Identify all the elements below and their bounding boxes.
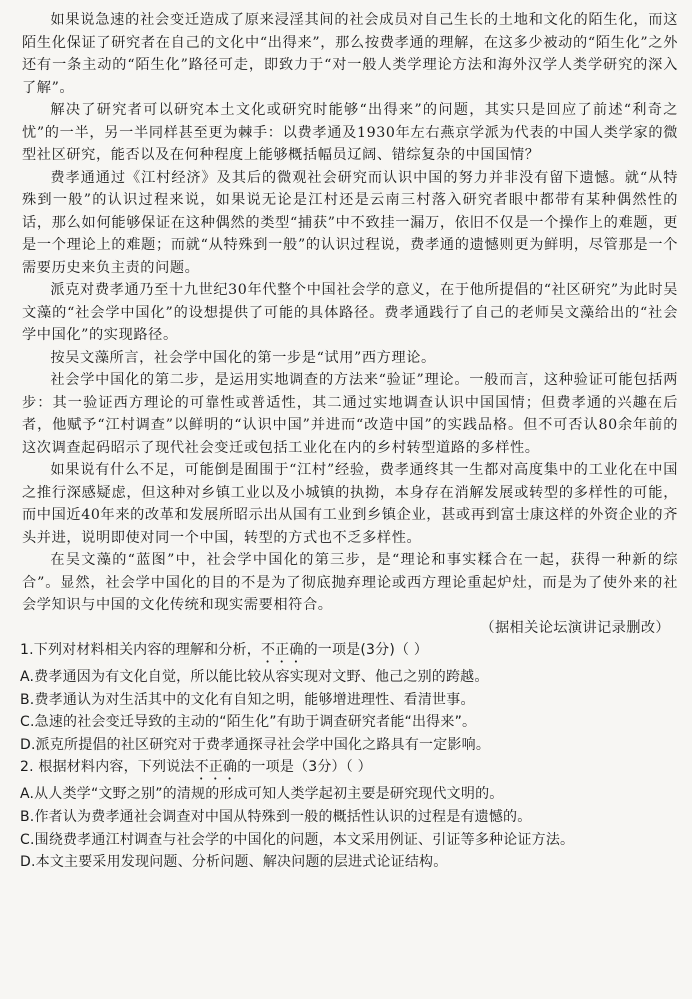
question-section (20, 639, 678, 874)
passage-paragraph: 社会学中国化的第二步，是运用实地调查的方法来“验证”理论。一般而言，这种验证可能包括两步：其一验证西方理论的可靠性或普适性，其二通过实地调查认识中国国情；但费孝通的兴趣在后者，他赋予“江村调查”以鲜明的“认识中国”并进而“改造中国”的实践品格。但不可否认80余年前的这次调查起码昭示了现代社会变迁或包括工业化在内的乡村转型道路的多样性。 (22, 372, 678, 456)
option-c: C.围绕费孝通江村调查与社会学的中国化的问题，本文采用例证、引证等多种论证方法。 (20, 831, 575, 848)
reading-passage (22, 9, 678, 617)
passage-paragraph: 解决了研究者可以研究本土文化或研究时能够“出得来”的问题，其实只是回应了前述“利奇之忧”的一半，另一半同样甚至更为棘手：以费孝通及1930年左右燕京学派为代表的中国人类学家的微型社区研究，能否以及在何种程度上能够概括幅员辽阔、错综复杂的中国国情？ (22, 102, 678, 163)
option-d: D.派克所提倡的社区研究对于费孝通探寻社会学中国化之路具有一定影响。 (20, 736, 491, 753)
passage-source: （据相关论坛演讲记录删改） (480, 619, 670, 636)
passage-paragraph: 如果说急速的社会变迁造成了原来浸淫其间的社会成员对自己生长的土地和文化的陌生化，而这陌生化保证了研究者在自己的文化中“出得来”，那么按费孝通的理解，在这多少被动的“陌生化”之外还有一条主动的“陌生化”路径可走，即致力于“对一般人类学理论方法和海外汉学人类学研究的深入了解”。 (22, 12, 678, 96)
option-b: B.作者认为费孝通社会调查对中国从特殊到一般的概括性认识的过程是有遗憾的。 (20, 808, 532, 825)
passage-paragraph: 费孝通通过《江村经济》及其后的微观社会研究而认识中国的努力并非没有留下遗憾。就“从特殊到一般”的认识过程来说，如果说无论是江村还是云南三村落入研究者眼中都带有某种偶然性的话，那么如何能够保证在这种偶然的类型“捕获”中不致挂一漏万，依旧不仅是一个操作上的难题，更是一个理论上的难题；而就“从特殊到一般”的认识过程说，费孝通的遗憾则更为鲜明，尽管那是一个需要历史来负主责的问题。 (22, 169, 678, 276)
question-stem: 1.下列对材料相关内容的理解和分析，不正确的一项是(3分)（ ） (20, 642, 429, 658)
option-c: C.急速的社会变迁导致的主动的“陌生化”有助于调查研究者能“出得来”。 (20, 714, 477, 731)
option-d: D.本文主要采用发现问题、分析问题、解决问题的层进式论证结构。 (20, 854, 448, 871)
question-1 (20, 639, 678, 756)
question-stem: 2. 根据材料内容，下列说法不正确的一项是（3分）（ ） (20, 759, 372, 776)
option-a: A.从人类学“文野之别”的清规的形成可知人类学起初主要是研究现代文明的。 (20, 786, 504, 803)
passage-paragraph: 派克对费孝通乃至十九世纪30年代整个中国社会学的意义，在于他所提倡的“社区研究”为此时吴文藻的“社会学中国化”的设想提供了可能的具体路径。费孝通践行了自己的老师吴文藻给出的“社会学中国化”的实现路径。 (22, 282, 678, 343)
passage-paragraph: 在吴文藻的“蓝图”中，社会学中国化的第三步，是“理论和事实糅合在一起，获得一种新的综合”。显然，社会学中国化的目的不是为了彻底抛弃理论或西方理论重起炉灶，而是为了使外来的社会学知识与中国的文化传统和现实需要相符合。 (22, 552, 678, 613)
option-b: B.费孝通认为对生活其中的文化有自知之明，能够增进理性、看清世事。 (20, 691, 475, 708)
passage-paragraph: 如果说有什么不足，可能倒是囿围于“江村”经验，费孝通终其一生都对高度集中的工业化在中国之推行深感疑虑，但这种对乡镇工业以及小城镇的执拗，本身存在消解发展或转型的多样性的可能，而中国近40年来的改革和发展所昭示出从国有工业到乡镇企业，甚或再到富士康这样的外资企业的齐头并进，说明即使对同一个中国，转型的方式也不乏多样性。 (22, 462, 678, 546)
passage-paragraph: 按吴文藻所言，社会学中国化的第一步是“试用”西方理论。 (50, 349, 436, 366)
option-a: A.费孝通因为有文化自觉，所以能比较从容实现对文野、他己之别的跨越。 (20, 669, 489, 685)
question-2 (20, 756, 678, 873)
